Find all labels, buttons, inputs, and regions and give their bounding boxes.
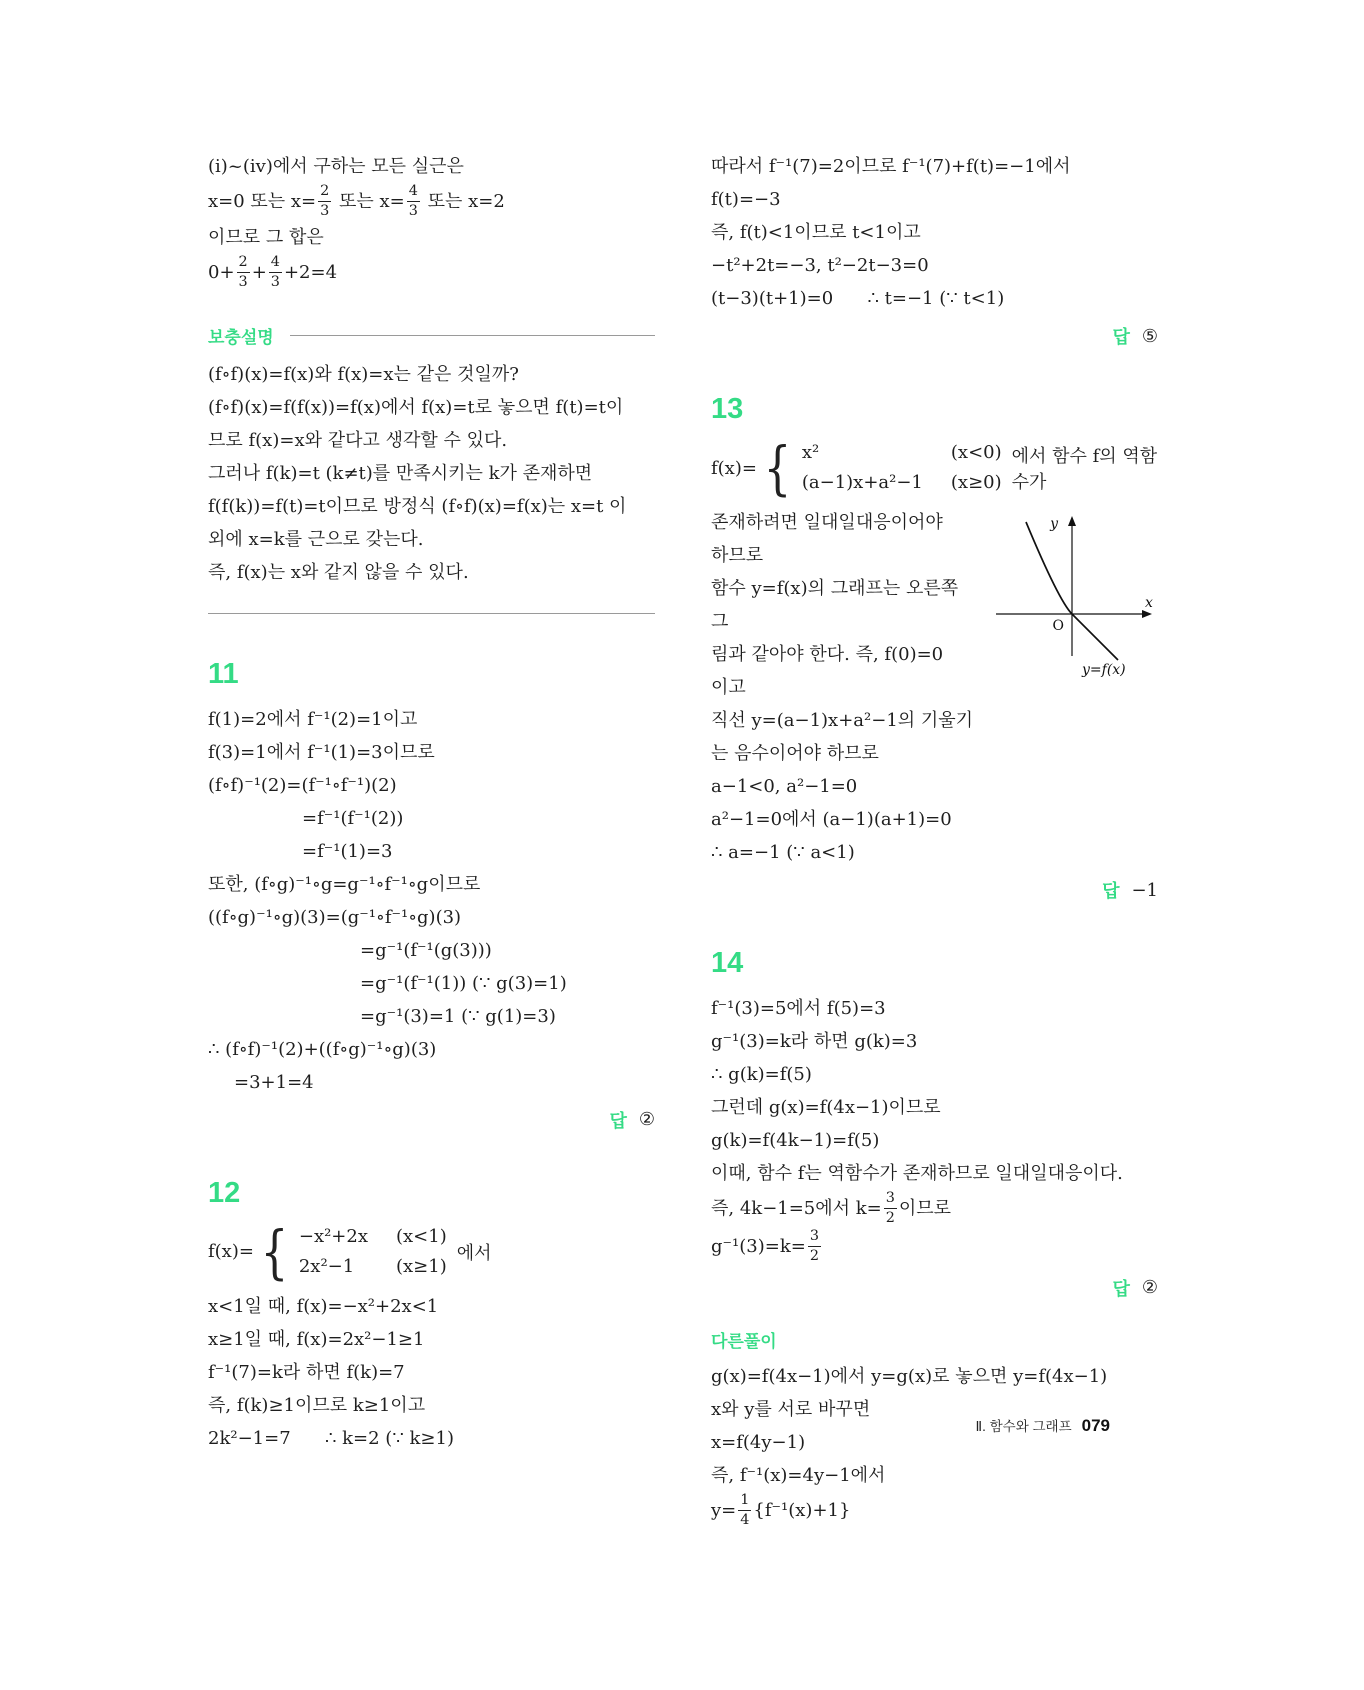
alternate-solution-heading: 다른풀이 (711, 1331, 777, 1351)
text-line: 0+ $\frac{2}{3}$ + $\frac{4}{3}$ +2=4 (208, 254, 338, 291)
page-footer (975, 1415, 1110, 1436)
text-line: a−1<0, a²−1=0 (711, 776, 858, 797)
text-line: 존재하려면 일대일대응이어야 하므로 (711, 512, 949, 566)
right-column (711, 150, 1158, 1530)
brace: { (763, 433, 792, 502)
text-line: x≥1일 때, f(x)=2x²−1≥1 (208, 1328, 425, 1350)
text-line: 즉, f(t)<1이므로 t<1이고 (711, 222, 921, 243)
x-axis-label: x (1145, 595, 1153, 611)
text-line: f(t)=−3 (711, 189, 781, 210)
text-line: 즉, f(x)는 x와 같지 않을 수 있다. (208, 561, 469, 583)
answer-value: ② (638, 1109, 655, 1131)
text-line: (ⅰ)~(ⅳ)에서 구하는 모든 실근은 (208, 156, 464, 177)
text-line: x=f(4y−1) (711, 1431, 806, 1453)
text-line: 직선 y=(a−1)x+a²−1의 기울기 (711, 710, 974, 731)
case-rows (802, 438, 1002, 498)
text-line: x와 y를 서로 바꾸면 (711, 1398, 871, 1420)
footer-page-number: 079 (1081, 1416, 1110, 1435)
answer-line (711, 877, 1158, 903)
fraction: $\frac{4}{3}$ (408, 183, 418, 219)
text-line: f(f(k))=f(t)=t이므로 방정식 (f∘f)(x)=f(x)는 x=t 이 (208, 495, 627, 517)
subsection-heading-label: 보충설명 (208, 327, 274, 347)
case-trail: 에서 함수 f의 역함수가 (1011, 446, 1158, 493)
text-line: 그러나 f(k)=t (k≠t)를 만족시키는 k가 존재하면 (208, 462, 593, 484)
problem-number: 12 (208, 1176, 241, 1209)
case-lead: f(x)= (208, 1241, 254, 1263)
text-line: g(x)=f(4x−1)에서 y=g(x)로 놓으면 y=f(4x−1) (711, 1365, 1108, 1387)
text-line: 2k²−1=7 ∴ k=2 (∵ k≥1) (208, 1427, 454, 1449)
case-expression: 2x²−1 (298, 1255, 355, 1277)
text-line: 따라서 f⁻¹(7)=2이므로 f⁻¹(7)+f(t)=−1에서 (711, 156, 1071, 177)
answer-line (208, 1107, 655, 1133)
case-condition: (x<0) (950, 442, 1002, 463)
text-line: g⁻¹(3)=k라 하면 g(k)=3 (711, 1031, 918, 1052)
answer-line (711, 323, 1158, 349)
text-line: 이므로 그 합은 (208, 227, 324, 249)
origin-label: O (1052, 618, 1064, 634)
answer-label: 답 (1112, 1278, 1130, 1299)
case-rows (299, 1222, 447, 1282)
problem-number: 11 (208, 657, 239, 690)
text-line: 외에 x=k를 근으로 갖는다. (208, 528, 424, 550)
text-line: g⁻¹(3)=k= $\frac{3}{2}$ (711, 1228, 819, 1265)
problem-number: 14 (711, 947, 744, 979)
y-axis-arrow (1068, 516, 1076, 526)
left-column (208, 150, 655, 1530)
text-line: f⁻¹(7)=k라 하면 f(k)=7 (208, 1361, 405, 1383)
case-condition: (x≥1) (396, 1255, 447, 1277)
text-line: =g⁻¹(f⁻¹(1)) (∵ g(3)=1) (360, 972, 567, 994)
heading-rule-line (290, 335, 655, 336)
case-condition: (x<1) (396, 1225, 447, 1247)
answer-value: ② (1141, 1277, 1158, 1299)
divider-line (208, 613, 655, 614)
x-axis-arrow (1142, 610, 1152, 618)
answer-value: ⑤ (1141, 325, 1158, 347)
answer-label: 답 (1112, 327, 1130, 347)
y-axis-label: y (1050, 516, 1058, 532)
text-line: 함수 y=f(x)의 그래프는 오른쪽 그 (711, 578, 964, 632)
text-line: 므로 f(x)=x와 같다고 생각할 수 있다. (208, 429, 508, 451)
text-line: f⁻¹(3)=5에서 f(5)=3 (711, 998, 886, 1019)
fraction: $\frac{1}{4}$ (740, 1491, 750, 1528)
fraction: $\frac{3}{2}$ (809, 1228, 819, 1265)
fraction: $\frac{4}{3}$ (270, 254, 280, 291)
text-line: =g⁻¹(f⁻¹(g(3))) (360, 939, 492, 961)
function-graph-figure (972, 508, 1158, 680)
text-line: 즉, 4k−1=5에서 k= $\frac{3}{2}$ 이므로 (711, 1190, 952, 1226)
text-line: (t−3)(t+1)=0 ∴ t=−1 (∵ t<1) (711, 288, 1005, 309)
text-line: 림과 같아야 한다. 즉, f(0)=0이고 (711, 644, 944, 698)
text-line: f(3)=1에서 f⁻¹(1)=3이므로 (208, 741, 435, 763)
text-line: (f∘f)⁻¹(2)=(f⁻¹∘f⁻¹)(2) (208, 774, 397, 796)
fraction: $\frac{2}{3}$ (238, 254, 248, 291)
answer-value: −1 (1131, 879, 1158, 901)
text-line: −t²+2t=−3, t²−2t−3=0 (711, 255, 929, 276)
text-line: =g⁻¹(3)=1 (∵ g(1)=3) (360, 1005, 556, 1027)
fraction: $\frac{3}{2}$ (885, 1190, 895, 1226)
text-line: 그런데 g(x)=f(4x−1)이므로 (711, 1097, 941, 1118)
case-expression: x² (801, 442, 820, 463)
text-line: =f⁻¹(1)=3 (302, 840, 393, 862)
curve-label: y=f(x) (1082, 662, 1126, 678)
subsection-heading (208, 323, 655, 348)
text-line: f(1)=2에서 f⁻¹(2)=1이고 (208, 708, 418, 730)
text-line: y= $\frac{1}{4}$ {f⁻¹(x)+1} (711, 1491, 851, 1528)
piecewise-function (711, 433, 1158, 502)
text-line: 즉, f(k)≥1이므로 k≥1이고 (208, 1394, 426, 1416)
case-expression: −x²+2x (298, 1225, 368, 1247)
text-line: a²−1=0에서 (a−1)(a+1)=0 (711, 809, 952, 830)
answer-label: 답 (609, 1110, 627, 1131)
text-line: x<1일 때, f(x)=−x²+2x<1 (208, 1295, 439, 1317)
case-trail: 에서 (456, 1242, 492, 1264)
problem-number: 13 (711, 393, 744, 425)
text-line: (f∘f)(x)=f(x)와 f(x)=x는 같은 것일까? (208, 363, 519, 385)
text-line: (f∘f)(x)=f(f(x))=f(x)에서 f(x)=t로 놓으면 f(t)=t이 (208, 396, 624, 418)
solution-with-figure (711, 506, 1158, 869)
text-line: =3+1=4 (234, 1071, 314, 1093)
text-line: g(k)=f(4k−1)=f(5) (711, 1130, 880, 1151)
answer-label: 답 (1102, 881, 1120, 901)
text-line: 는 음수이어야 하므로 (711, 743, 879, 764)
text-line: ∴ g(k)=f(5) (711, 1064, 812, 1085)
text-line: 이때, 함수 f는 역함수가 존재하므로 일대일대응이다. (711, 1163, 1123, 1184)
piecewise-function (208, 1217, 655, 1286)
text-line: =f⁻¹(f⁻¹(2)) (302, 807, 404, 829)
text-line: ∴ (f∘f)⁻¹(2)+((f∘g)⁻¹∘g)(3) (208, 1038, 437, 1060)
content (208, 150, 1158, 1530)
text-line: 또한, (f∘g)⁻¹∘g=g⁻¹∘f⁻¹∘g이므로 (208, 873, 481, 895)
footer-section-title: Ⅱ. 함수와 그래프 (975, 1419, 1072, 1434)
case-condition: (x≥0) (950, 472, 1002, 493)
fraction: $\frac{2}{3}$ (320, 183, 330, 219)
text-line: 즉, f⁻¹(x)=4y−1에서 (711, 1464, 886, 1486)
case-lead: f(x)= (711, 457, 757, 479)
case-expression: (a−1)x+a²−1 (801, 472, 923, 493)
text-line: ((f∘g)⁻¹∘g)(3)=(g⁻¹∘f⁻¹∘g)(3) (208, 906, 462, 928)
text-line: x=0 또는 x= $\frac{2}{3}$ 또는 x= $\frac{4}{3}$ 또는 x=2 (208, 183, 505, 219)
brace: { (260, 1217, 289, 1286)
text-line: ∴ a=−1 (∵ a<1) (711, 842, 855, 863)
answer-line (711, 1275, 1158, 1301)
